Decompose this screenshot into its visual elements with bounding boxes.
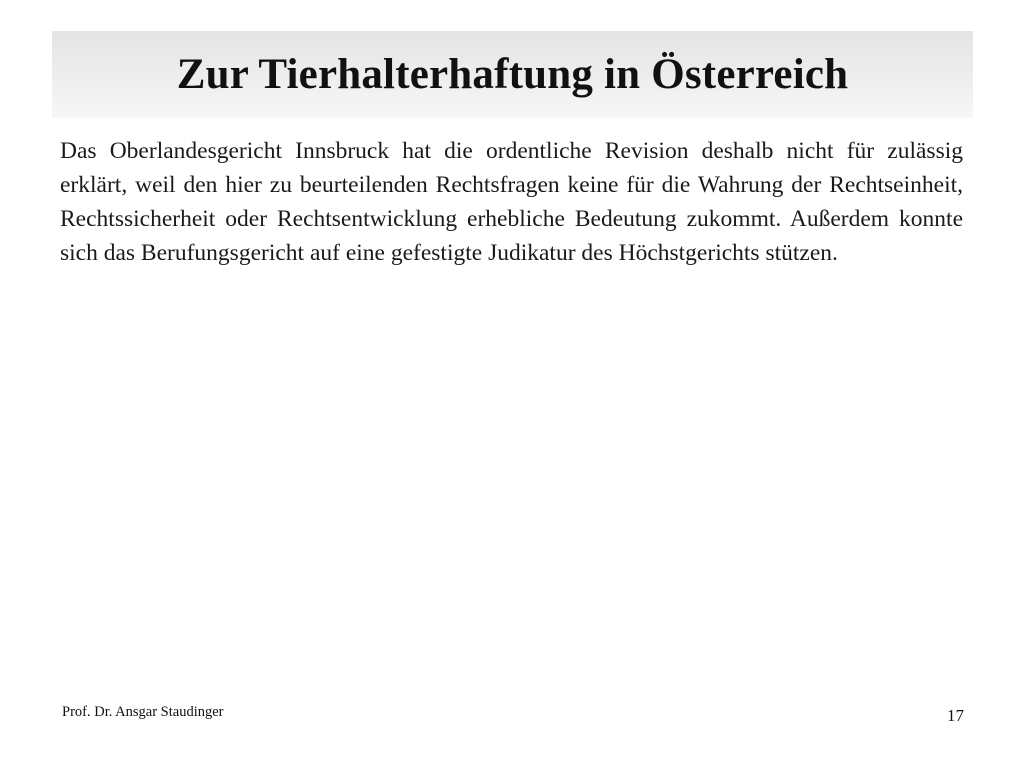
footer-author: Prof. Dr. Ansgar Staudinger [62,704,224,720]
page-number: 17 [947,706,964,725]
title-bar [52,31,973,118]
slide-title: Zur Tierhalterhaftung in Österreich [176,51,849,98]
body-paragraph: Das Oberlandesgericht Innsbruck hat die ordentliche Revision deshalb nicht für zulässig erklärt, weil den hier zu beurteilenden Rechtsfragen keine für die Wahrung der Rechtseinheit, Rechtssicherheit oder Rechtsentwicklung erhebliche Bedeutung zukommt. Außerdem konnte sich das Berufungsgericht auf eine gefestigte Judikatur des Höchstgerichts stützen. [60,138,963,266]
